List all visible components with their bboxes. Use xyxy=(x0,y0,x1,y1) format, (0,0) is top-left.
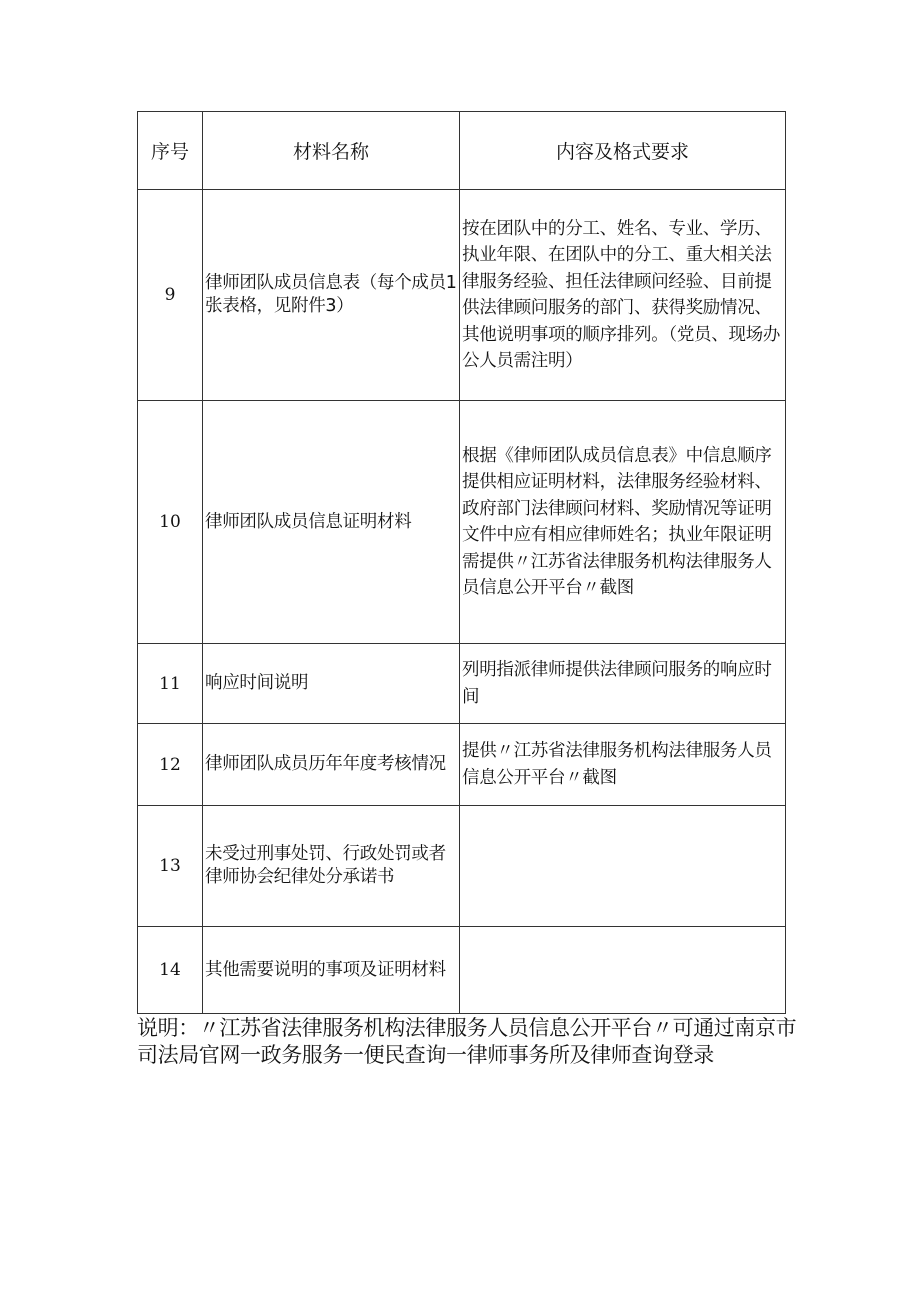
row-material-name: 律师团队成员信息证明材料 xyxy=(203,401,460,644)
row-requirement xyxy=(460,806,786,927)
header-material-name: 材料名称 xyxy=(203,112,460,190)
row-serial-no: 13 xyxy=(138,806,203,927)
table-row xyxy=(138,806,786,927)
footnote-description: 说明：〃江苏省法律服务机构法律服务人员信息公开平台〃可通过南京市司法局官网一政务服务一便民查询一律师事务所及律师查询登录 xyxy=(137,1016,797,1067)
row-material-name: 其他需要说明的事项及证明材料 xyxy=(203,927,460,1014)
table-header-row xyxy=(138,112,786,190)
row-serial-no: 14 xyxy=(138,927,203,1014)
row-material-name: 响应时间说明 xyxy=(203,644,460,724)
row-material-name: 律师团队成员历年年度考核情况 xyxy=(203,724,460,806)
row-requirement: 按在团队中的分工、姓名、专业、学历、执业年限、在团队中的分工、重大相关法律服务经验、担任法律顾问经验、目前提供法律顾问服务的部门、获得奖励情况、其他说明事项的顺序排列。（党员、现场办公人员需注明） xyxy=(460,190,786,401)
table-row xyxy=(138,401,786,644)
table-row xyxy=(138,724,786,806)
table-row xyxy=(138,927,786,1014)
row-requirement: 提供〃江苏省法律服务机构法律服务人员信息公开平台〃截图 xyxy=(460,724,786,806)
row-serial-no: 9 xyxy=(138,190,203,401)
row-requirement xyxy=(460,927,786,1014)
table-row xyxy=(138,644,786,724)
header-serial-no: 序号 xyxy=(138,112,203,190)
row-serial-no: 11 xyxy=(138,644,203,724)
row-serial-no: 12 xyxy=(138,724,203,806)
header-requirements: 内容及格式要求 xyxy=(460,112,786,190)
row-requirement: 列明指派律师提供法律顾问服务的响应时间 xyxy=(460,644,786,724)
row-requirement: 根据《律师团队成员信息表》中信息顺序提供相应证明材料，法律服务经验材料、政府部门法律顾问材料、奖励情况等证明文件中应有相应律师姓名；执业年限证明需提供〃江苏省法律服务机构法律服务人员信息公开平台〃截图 xyxy=(460,401,786,644)
row-material-name: 未受过刑事处罚、行政处罚或者律师协会纪律处分承诺书 xyxy=(203,806,460,927)
table-row xyxy=(138,190,786,401)
materials-table xyxy=(137,111,786,1014)
row-serial-no: 10 xyxy=(138,401,203,644)
row-material-name: 律师团队成员信息表（每个成员1张表格，见附件3） xyxy=(203,190,460,401)
